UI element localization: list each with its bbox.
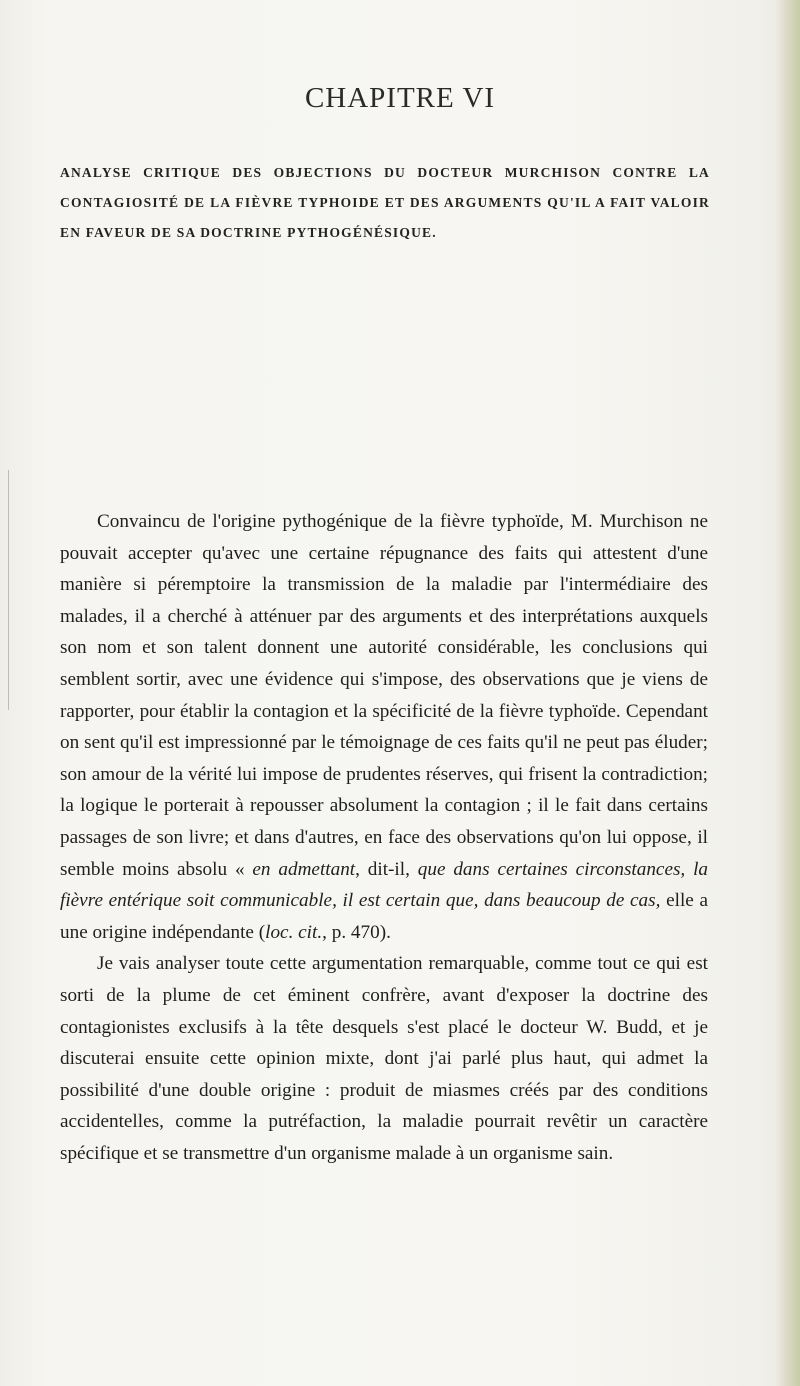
quote-italic-1: en admettant: [252, 858, 356, 880]
paragraph-2: Je vais analyser toute cette argumentation remarquable, comme tout ce qui est sorti de la plume de cet éminent confrère, avant d'exposer la doctrine des contagionistes exclusifs à la tête desquels s'est placé le docteur W. Budd, et je discuterai ensuite cette opinion mixte, dont j'ai parlé plus haut, qui admet la possibilité d'une double origine : produit de miasmes créés par des conditions accidentelles, comme la putréfaction, la maladie pourrait revêtir un caractère spécifique et se transmettre d'un organisme malade à un organisme sain.: [60, 953, 708, 1164]
paragraph-1-text-d: , p. 470).: [322, 921, 391, 943]
paragraph-1-text-c: elle a une origine indépendante (: [60, 890, 708, 943]
paragraph-1-text-b: , dit-il,: [355, 858, 418, 880]
chapter-title: CHAPITRE VI: [304, 82, 496, 114]
chapter-body: [60, 506, 708, 1169]
chapter-summary: ANALYSE CRITIQUE DES OBJECTIONS DU DOCTEUR MURCHISON CONTRE LA CONTAGIOSITÉ DE LA FIÈVRE TYPHOIDE ET DES ARGUMENTS QU'IL A FAIT VALOIR EN FAVEUR DE SA DOCTRINE PYTHOGÉNÉSIQUE.: [60, 165, 710, 240]
paragraph-1: [60, 506, 708, 948]
page-edge-shadow: [776, 0, 800, 1386]
quote-italic-2: que dans certaines circonstances, la fièvre entérique soit communicable, il est certain que, dans beaucoup de cas,: [60, 858, 709, 912]
citation-reference: loc. cit.: [265, 921, 323, 943]
margin-mark: [8, 470, 9, 710]
paragraph-1-text-a: Convaincu de l'origine pythogénique de la fièvre typhoïde, M. Murchison ne pouvait accepter qu'avec une certaine répugnance des faits qui attestent d'une manière si péremptoire la transmission de la maladie par l'intermédiaire des malades, il a cherché à atténuer par des arguments et des interprétations auxquels son nom et son talent donnent une autorité considérable, les conclusions qui semblent sortir, avec une évidence qui s'impose, des observations que je viens de rapporter, pour établir la contagion et la spécificité de la fièvre typhoïde. Cependant on sent qu'il est impressionné par le témoignage de ces faits qu'il ne peut pas éluder; son amour de la vérité lui impose de prudentes réserves, qui frisent la contradiction; la logique le porterait à repousser absolument la contagion ; il le fait dans certains passages de son livre; et dans d'autres, en face des observations qu'on lui oppose, il semble moins absolu «: [60, 511, 708, 880]
